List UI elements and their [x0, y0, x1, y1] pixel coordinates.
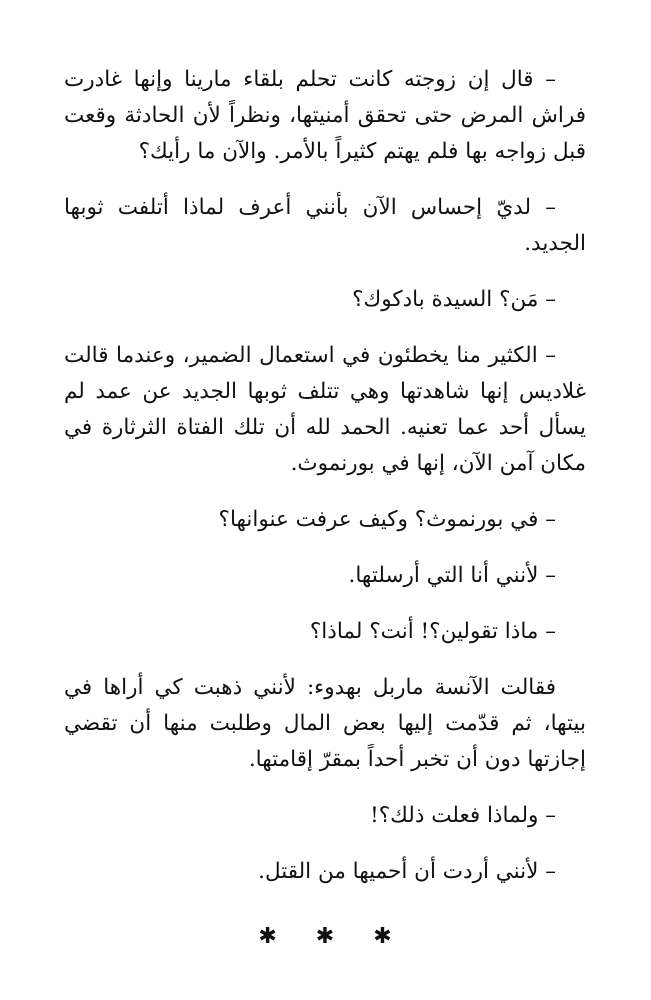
- paragraph-10: – لأنني أردت أن أحميها من القتل.: [258, 859, 556, 884]
- asterisk-ornament-icon: ✱: [373, 924, 392, 949]
- paragraph-7: – ماذا تقولين؟! أنت؟ لماذا؟: [309, 619, 556, 644]
- paragraph-4: – الكثير منا يخطئون في استعمال الضمير، وعندما قالت غلاديس إنها شاهدتها وهي تتلف ثوبها الجديد عن عمد لم يسأل أحد عما تعنيه. الحمد لله أن تلك الفتاة الثرثارة في مكان آمن الآن، إنها في بورنموث.: [64, 343, 586, 476]
- section-break-ornament: [64, 924, 586, 949]
- paragraph-6: – لأنني أنا التي أرسلتها.: [348, 563, 556, 588]
- paragraph-2: – لديّ إحساس الآن بأنني أعرف لماذا أتلفت ثوبها الجديد.: [64, 195, 586, 256]
- paragraph-8: فقالت الآنسة ماربل بهدوء: لأنني ذهبت كي أراها في بيتها، ثم قدّمت إليها بعض المال وطلبت منها أن تقضي إجازتها دون أن تخبر أحداً بمقرّ إقامتها.: [64, 675, 586, 772]
- paragraph-3: – مَن؟ السيدة بادكوك؟: [352, 287, 556, 312]
- paragraph-5: – في بورنموث؟ وكيف عرفت عنوانها؟: [218, 507, 556, 532]
- asterisk-ornament-icon: ✱: [315, 924, 335, 949]
- book-page: [64, 62, 586, 949]
- paragraph-1: – قال إن زوجته كانت تحلم بلقاء مارينا وإنها غادرت فراش المرض حتى تحقق أمنيتها، ونظراً لأن الحادثة وقعت قبل زواجه بها فلم يهتم كثيراً بالأمر. والآن ما رأيك؟: [64, 67, 586, 164]
- paragraph-9: – ولماذا فعلت ذلك؟!: [370, 803, 556, 828]
- asterisk-ornament-icon: ✱: [258, 924, 277, 949]
